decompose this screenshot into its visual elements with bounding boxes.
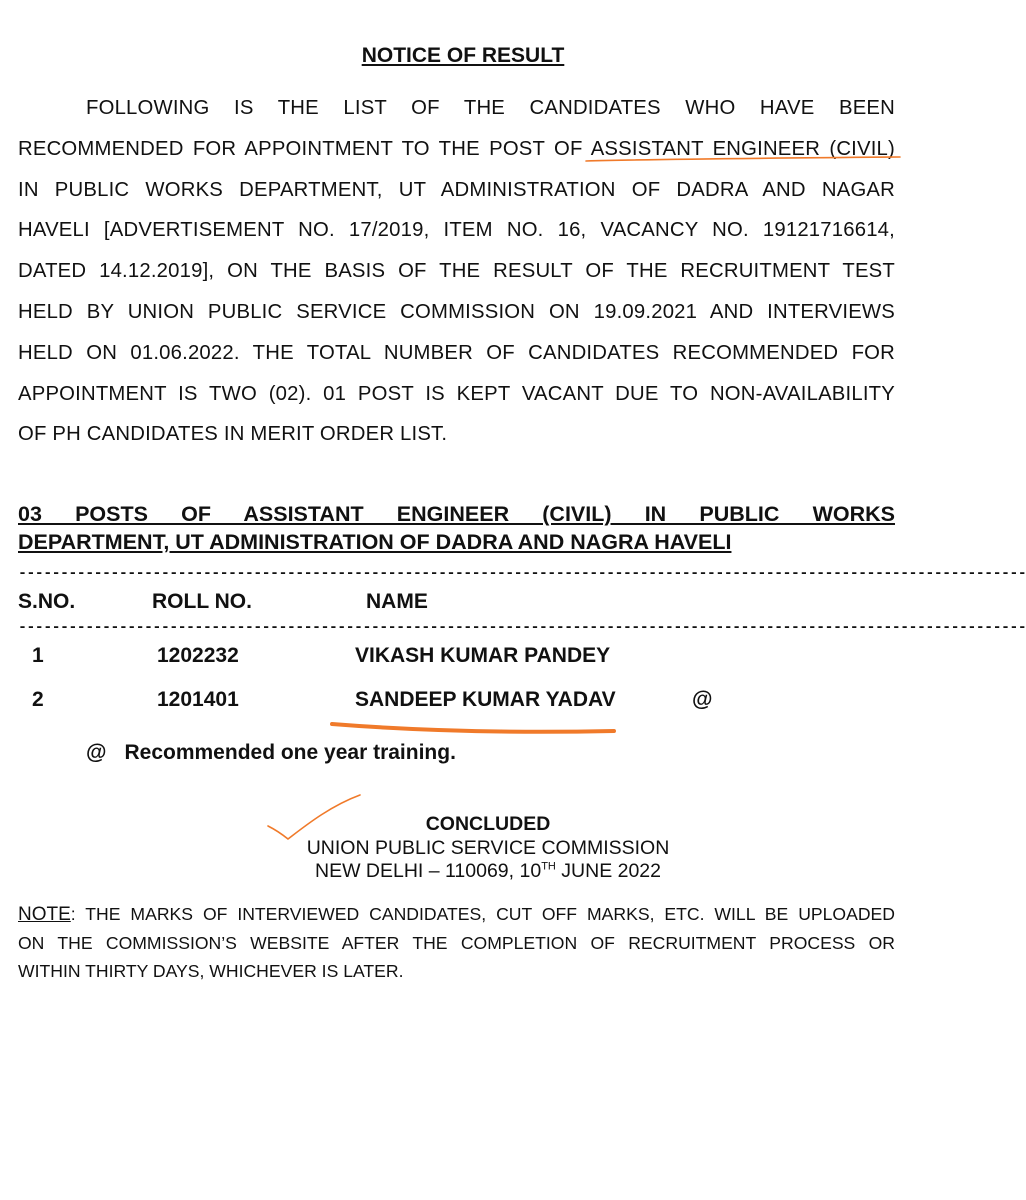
- row-roll-no: 1202232: [157, 644, 239, 667]
- notice-paragraph: [18, 88, 895, 455]
- notice-title: NOTICE OF RESULT: [361, 44, 565, 67]
- paragraph-line: IN PUBLIC WORKS DEPARTMENT, UT ADMINISTRATION OF DADRA AND NAGAR: [18, 178, 895, 201]
- footnote-text: Recommended one year training.: [124, 741, 456, 764]
- training-mark: @: [692, 688, 713, 711]
- posts-heading-line: 03 POSTS OF ASSISTANT ENGINEER (CIVIL) IN PUBLIC WORKS: [18, 502, 895, 526]
- table-separator-header: ------------------------------------------------------------------------------------------------------------------------: [18, 619, 1026, 636]
- paragraph-line: OF PH CANDIDATES IN MERIT ORDER LIST.: [18, 423, 448, 446]
- paragraph-line: DATED 14.12.2019], ON THE BASIS OF THE RESULT OF THE RECRUITMENT TEST: [18, 260, 895, 283]
- note-line: WITHIN THIRTY DAYS, WHICHEVER IS LATER.: [18, 961, 404, 981]
- commission-name: UNION PUBLIC SERVICE COMMISSION: [306, 837, 670, 859]
- posts-heading-line: DEPARTMENT, UT ADMINISTRATION OF DADRA AND NAGRA HAVELI: [18, 530, 732, 554]
- header-roll-no: ROLL NO.: [152, 590, 252, 613]
- row-name: VIKASH KUMAR PANDEY: [355, 644, 611, 667]
- paragraph-line: APPOINTMENT IS TWO (02). 01 POST IS KEPT VACANT DUE TO NON-AVAILABILITY: [18, 382, 895, 405]
- place-date-sup: TH: [541, 860, 556, 873]
- note-label: NOTE: [18, 904, 71, 925]
- place-date: [0, 860, 976, 883]
- paragraph-line: HELD ON 01.06.2022. THE TOTAL NUMBER OF CANDIDATES RECOMMENDED FOR: [18, 341, 895, 364]
- place-date-suffix: JUNE 2022: [555, 860, 661, 882]
- underline-candidate-name: [332, 724, 614, 732]
- paragraph-line: HAVELI [ADVERTISEMENT NO. 17/2019, ITEM NO. 16, VACANCY NO. 19121716614,: [18, 219, 895, 242]
- note-section: [18, 900, 895, 985]
- table-separator-top: ------------------------------------------------------------------------------------------------------------------------: [18, 565, 1026, 582]
- paragraph-line: FOLLOWING IS THE LIST OF THE CANDIDATES WHO HAVE BEEN: [86, 97, 895, 119]
- row-sno: 1: [32, 644, 44, 667]
- row-sno: 2: [32, 688, 44, 711]
- paragraph-line: RECOMMENDED FOR APPOINTMENT TO THE POST OF ASSISTANT ENGINEER (CIVIL): [18, 137, 895, 160]
- header-sno: S.NO.: [18, 590, 76, 613]
- header-name: NAME: [366, 590, 428, 613]
- row-name: SANDEEP KUMAR YADAV: [355, 688, 616, 711]
- note-line: ON THE COMMISSION’S WEBSITE AFTER THE COMPLETION OF RECRUITMENT PROCESS OR: [18, 933, 895, 953]
- posts-heading: [18, 500, 895, 556]
- note-line: [18, 900, 895, 929]
- concluded-label: CONCLUDED: [425, 813, 551, 835]
- place-date-prefix: NEW DELHI – 110069, 10: [315, 860, 542, 882]
- footnote: [86, 741, 456, 765]
- row-roll-no: 1201401: [157, 688, 239, 711]
- footnote-symbol: @: [86, 741, 107, 764]
- paragraph-line: HELD BY UNION PUBLIC SERVICE COMMISSION ON 19.09.2021 AND INTERVIEWS: [18, 300, 895, 323]
- note-first-line: : THE MARKS OF INTERVIEWED CANDIDATES, CUT OFF MARKS, ETC. WILL BE UPLOADED: [70, 904, 895, 924]
